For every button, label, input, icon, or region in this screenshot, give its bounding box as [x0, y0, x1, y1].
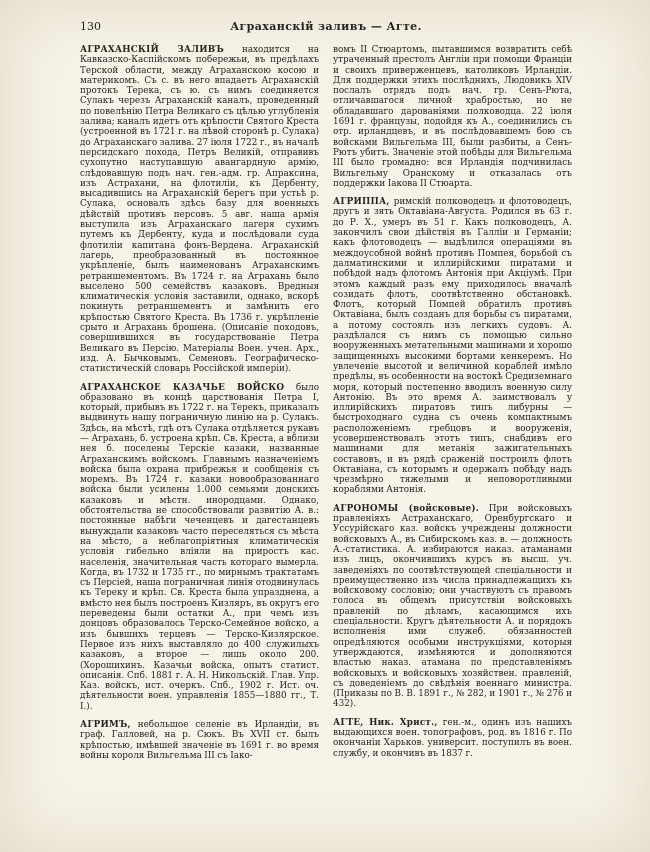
right-column — [333, 45, 572, 769]
entry-text: ген.-м., одинъ изъ нашихъ выдающихся воен. топографовъ, род. въ 1816 г. По окончаніи Харьков. университ. поступилъ въ воен. службу, и окончивъ въ 1837 г. — [333, 717, 572, 759]
entry-agrakhanskoe-kazachye-voysko — [80, 383, 319, 713]
entry-agte — [333, 718, 572, 759]
headword-agte: АГТЕ, Ник. Христ., — [333, 717, 438, 728]
headword-agrakhanskoe-kazachye-voysko: АГРАХАНСКОЕ КАЗАЧЬЕ ВОЙСКО — [80, 382, 285, 393]
page-number: 130 — [80, 20, 101, 33]
entry-text: При войсковыхъ правленіяхъ Астраханскаго, Оренбургскаго и Уссурійскаго каз. войскъ учреждены должности войсковыхъ А., въ Сибирскомъ каз. в. — должность А.-статистика. А. избираются наказ. атаманами изъ лицъ, окончившихъ курсъ въ высш. уч. заведеніяхъ по соотвѣтствующей спеціальности и преимущественно изъ числа принадлежащихъ къ войсковому сословію; они участвуютъ съ правомъ голоса въ общемъ присутствіи войсковыхъ правленій по дѣламъ, касающимся ихъ спеціальности. Кругъ дѣятельности А. и порядокъ исполненія ими служеб. обязанностей опредѣляются особыми инструкціями, которыя утверждаются, измѣняются и дополняются властью наказ. атамана по представленіямъ войсковыхъ и войсковыхъ хозяйствен. правленій, съ доведеніемъ до свѣдѣнія военнаго министра. (Приказы по В. В. 1891 г., № 282, и 1901 г., № 276 и 432). — [333, 503, 572, 710]
entry-agrim-continuation — [333, 45, 572, 189]
entry-agrakhansky-zaliv — [80, 45, 319, 375]
entry-text: небольшое селеніе въ Ирландіи, въ граф. Галловей, на р. Сюкъ. Въ XVII ст. былъ крѣпостью, имѣвшей значеніе въ 1691 г. во время войны короля Вильгельма III съ Іако- — [80, 720, 319, 761]
page-header — [80, 20, 572, 36]
running-title: Аграханскій заливъ — Агте. — [230, 20, 422, 33]
entry-agrippa — [333, 197, 572, 496]
headword-agronomy-voiskovye: АГРОНОМЫ (войсковые). — [333, 503, 479, 514]
left-column — [80, 45, 319, 769]
entry-text: вомъ II Стюартомъ, пытавшимся возвратить себѣ утраченный престолъ Англіи при помощи Франціи и своихъ приверженцевъ, католиковъ Ирландіи. Для поддержки этихъ послѣднихъ, Людовикъ XIV послалъ отрядъ подъ нач. гр. Сенъ-Рюта, отличавшагося личной храбростью, но не обладавшаго дарованіями полководца. 22 іюля 1691 г. французы, подойдя къ А., соединились съ отр. ирландцевъ, и въ послѣдовавшемъ бою съ войсками Вильгельма III, были разбиты, а Сенъ-Рютъ убитъ. Значеніе этой побѣды для Вильгельма III было громадно: вся Ирландія подчинилась Вильгельму Оранскому и отказалась отъ поддержки Іакова II Стюарта. — [333, 45, 572, 189]
headword-agrim: АГРИМЪ, — [80, 720, 131, 730]
entry-text: находится на Кавказско-Каспійскомъ побережьи, въ предѣлахъ Терской области, между Аграханскою косою и материкомъ. Съ с. въ него впадаетъ Аграханскій протокъ Терека, съ ю. съ нимъ соединяется Сулакъ черезъ Аграханскій каналъ, проведенный по повелѣнію Петра Великаго съ цѣлью углубленія залива; каналъ идетъ отъ крѣпости Святого Креста (устроенной въ 1721 г. на лѣвой сторонѣ р. Сулака) до Аграханскаго залива. 27 іюля 1722 г., въ началѣ персидскаго похода, Петръ Великій, отправивъ сухопутно наступавшую авангардную армію, слѣдовавшую подъ нач. ген.-адм. гр. Апраксина, изъ Астрахани, на флотиліи, къ Дербенту, высадившись на Аграханскій берегъ при устьѣ р. Сулака, основалъ здѣсь базу для военныхъ дѣйствій противъ персовъ. 5 авг. наша армія выступила изъ Аграханскаго лагеря сухимъ путемъ къ Дербенту, куда и послѣдовали суда флотиліи капитана фонъ-Вердена. Аграханскій лагерь, преобразованный въ постоянное укрѣпленіе, былъ наименованъ Аграханскимъ ретраншементомъ. Въ 1724 г. на Аграхань было выселено 500 семействъ казаковъ. Вредныя климатическія условія заставили, однако, вскорѣ покинуть ретраншементъ и замѣнить его крѣпостью Святого Креста. Въ 1736 г. укрѣпленіе срыто и Аграхань брошена. (Описаніе походовъ, совершившихся въ государствованіе Петра Великаго въ Персію. Матеріалы Воен. учен. Арх., изд. А. Бычковымъ. Семеновъ. Географическо-статистическій словарь Россійской имперіи). — [80, 45, 320, 375]
entry-text: было образовано въ концѣ царствованія Петра I, который, прибывъ въ 1722 г. на Терекъ, приказалъ выдвинуть нашу пограничную линію на р. Сулакъ. Здѣсь, на мѣстѣ, гдѣ отъ Сулака отдѣляется рукавъ — Аграхань, б. устроена крѣп. Св. Креста, а вблизи нея б. поселены Терскіе казаки, названные Аграханскимъ войскомъ. Главнымъ назначеніемъ войска была охрана прибрежья и сообщенія съ моремъ. Въ 1724 г. казаки новообразованнаго войска были усилены 1.000 семьями донскихъ казаковъ и мѣстн. инородцами. Однако, обстоятельства не способствовали развитію А. в.: постоянные набѣги чеченцевъ и дагестанцевъ вынуждали казаковъ часто переселяться съ мѣста на мѣсто, а неблагопріятныя климатическія условія гибельно вліяли на приростъ кас. населенія, значительная часть котораго вымерла. Когда, въ 1732 и 1735 гг., по мирнымъ трактатамъ съ Персіей, наша пограничная линія отодвинулась къ Тереку и крѣп. Св. Креста была упразднена, а вмѣсто нея былъ построенъ Кизляръ, въ округъ его переведены были остатки А., при чемъ изъ донцовъ образовалось Терско-Семейное войско, а изъ бывшихъ терцевъ — Терско-Кизлярское. Первое изъ нихъ выставляло до 400 служилыхъ казаковъ, а второе — лишь около 200. (Хорошихинъ. Казачьи войска, опытъ статист. описанія. Спб. 1881 г. А. Н. Никольскій. Глав. Упр. Каз. войскъ, ист. очеркъ. Спб., 1902 г. Ист. оч. дѣятельности воен. управленія 1855—1880 гг., Т. I.). — [80, 382, 319, 712]
headword-agrippa: АГРИППА, — [333, 197, 390, 208]
headword-agrakhansky-zaliv: АГРАХАНСКІЙ ЗАЛИВЪ — [80, 45, 225, 55]
text-columns — [80, 45, 572, 769]
entry-agronomy-voiskovye — [333, 504, 572, 710]
entry-text: римскій полководецъ и флотоводецъ, другъ и зять Октавіана-Августа. Родился въ 63 г. до Р. Х., умеръ въ 51 г. Какъ полководецъ, А. закончилъ свои дѣйствія въ Галліи и Германіи; какъ флотоводецъ — выдѣлился операціями въ междоусобной войнѣ противъ Помпея, борьбой съ далматинскими и иллирійскими пиратами и побѣдой надъ флотомъ Антонія при Акціумѣ. При этомъ каждый разъ ему приходилось вначалѣ созидать флотъ, соотвѣтственно обстановкѣ. Флотъ, который Помпей обратилъ противъ Октавіана, былъ созданъ для борьбы съ пиратами, а потому состоялъ изъ легкихъ судовъ. А. раздѣлался съ нимъ съ помощью сильно вооруженныхъ метательными машинами и хорошо защищенныхъ высокими бортами кенкеремъ. Но увлеченіе высотой и величиной кораблей имѣло предѣлы, въ особенности на востокѣ Средиземнаго моря, который постепенно вводилъ военную силу Антонію. Въ это время А. заимствовалъ у иллирійскихъ пиратовъ типъ либурны — быстроходнаго судна съ очень компактнымъ расположеніемъ гребцовъ и вооруженія, усовершенствовалъ этотъ типъ, снабдивъ его машинами для метанія зажигательныхъ составовъ, и въ рядѣ сраженій построилъ флотъ Октавіана, съ которымъ и одержалъ побѣду надъ чрезмѣрно тяжелыми и неповоротливыми кораблями Антонія. — [333, 197, 573, 496]
entry-agrim — [80, 720, 319, 761]
